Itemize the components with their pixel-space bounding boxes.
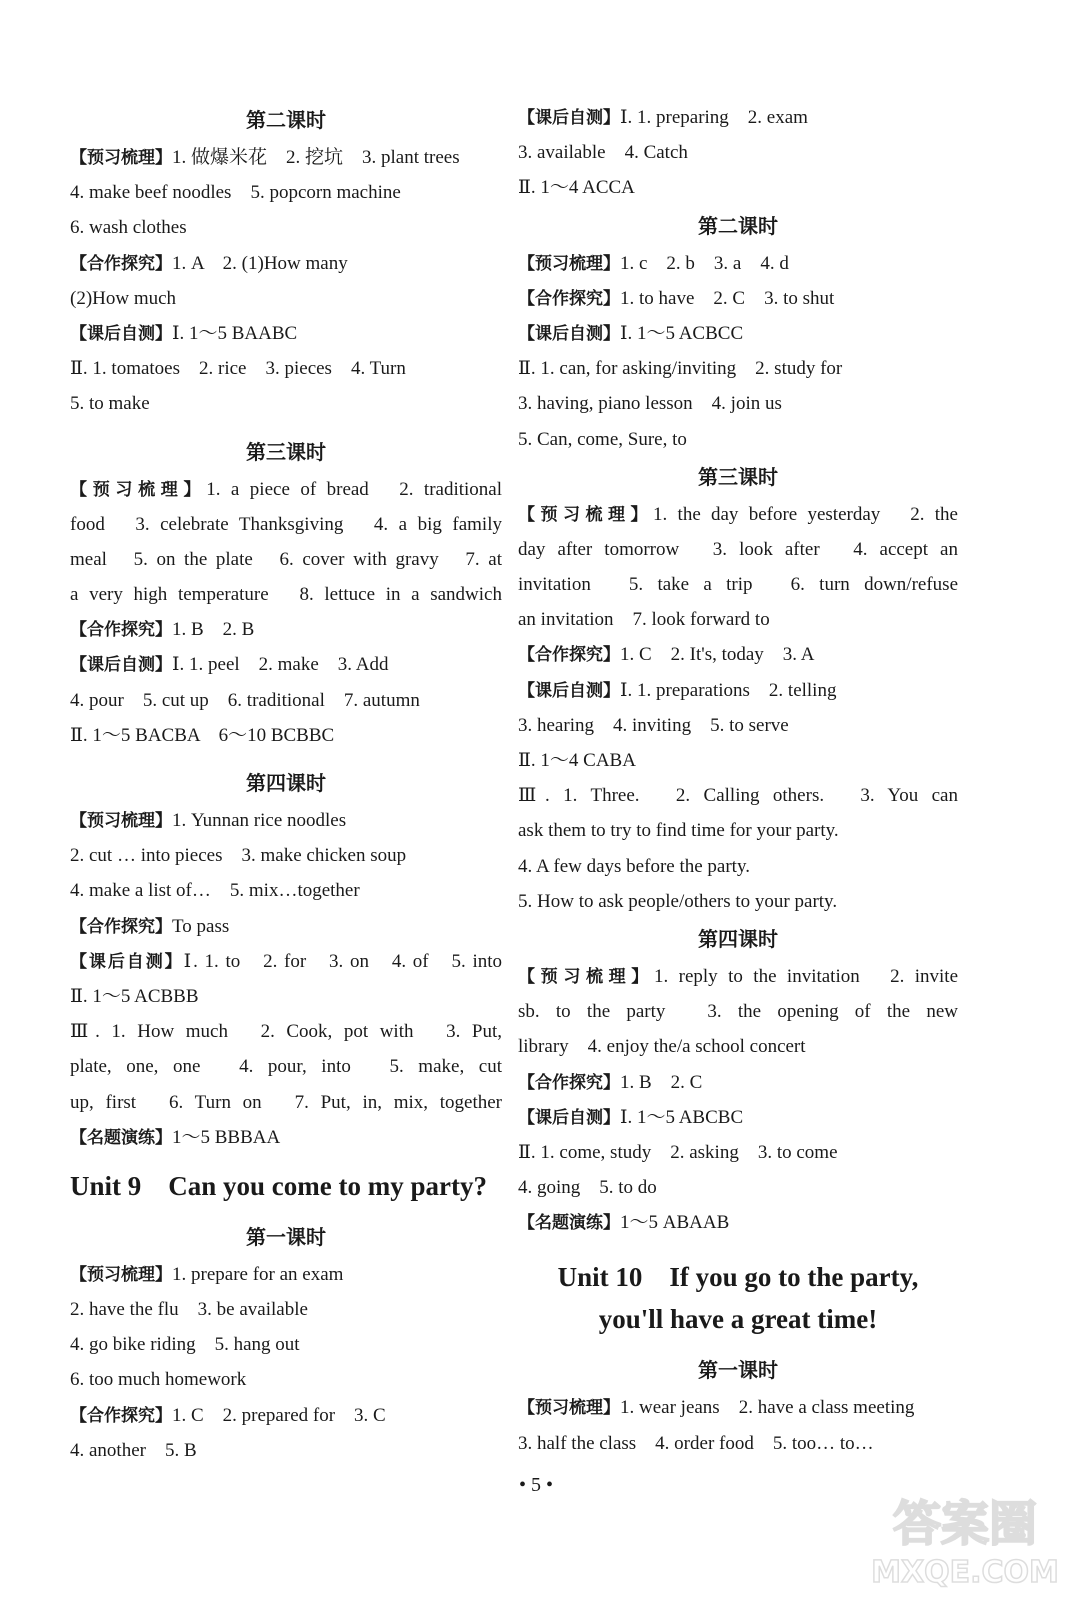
answer-line <box>70 1085 502 1120</box>
answer-line <box>518 884 958 919</box>
section-tag: 【合作探究】 <box>70 1405 172 1426</box>
section-tag: 【预习梳理】 <box>70 1264 172 1285</box>
answer-line <box>70 507 502 542</box>
answer-line <box>518 1390 958 1425</box>
answer-text: Ⅰ. 1. preparing 2. exam <box>620 107 808 128</box>
answer-text: 1. A 2. (1)How many <box>172 252 348 274</box>
answer-text: 4. another 5. B <box>70 1439 197 1461</box>
answer-line <box>70 1257 502 1292</box>
answer-line <box>70 647 502 682</box>
answer-line <box>518 708 958 743</box>
section-tag: 【预习梳理】 <box>70 479 207 500</box>
answer-text: invitation 5. take a trip 6. turn down/refuse <box>518 574 958 596</box>
answer-text: 3. available 4. Catch <box>518 142 688 164</box>
answer-text: Ⅱ. 1～5 BACBA 6～10 BCBBC <box>70 724 335 746</box>
answer-text: an invitation 7. look forward to <box>518 609 770 631</box>
answer-line <box>70 612 502 647</box>
section-tag: 【名题演练】 <box>518 1213 620 1234</box>
answer-line <box>70 1398 502 1433</box>
answer-line <box>70 803 502 838</box>
answer-text: 1. 做爆米花 2. 挖坑 3. plant trees <box>172 147 460 168</box>
answer-text: Ⅲ. 1. How much 2. Cook, pot with 3. Put, <box>70 1021 502 1043</box>
answer-line <box>518 602 958 637</box>
answer-text: food 3. celebrate Thanksgiving 4. a big family <box>70 513 502 535</box>
section-tag: 【预习梳理】 <box>70 811 172 831</box>
answer-line <box>518 994 958 1029</box>
svg-text:答案圈: 答案圈 <box>892 1496 1038 1552</box>
section-tag: 【预习梳理】 <box>518 504 654 525</box>
section-tag: 【名题演练】 <box>70 1127 172 1148</box>
answer-line <box>70 542 502 577</box>
answer-line <box>518 386 958 421</box>
section-tag: 【课后自测】 <box>70 655 172 676</box>
answer-line <box>518 1100 958 1135</box>
answer-line <box>70 944 502 979</box>
lesson-heading: 第二课时 <box>246 108 326 132</box>
answer-text: 1. wear jeans 2. have a class meeting <box>620 1397 915 1419</box>
answer-text: To pass <box>172 915 230 937</box>
answer-text: Ⅰ. 1～5 ACBCC <box>620 322 744 344</box>
answer-line <box>70 979 502 1014</box>
lesson-block <box>518 246 958 457</box>
answer-text: 1～5 BBBAA <box>172 1126 281 1148</box>
answer-text: Ⅱ. 1. come, study 2. asking 3. to come <box>518 1141 838 1163</box>
answer-line <box>518 959 958 994</box>
answer-line <box>70 1362 502 1397</box>
answer-line <box>70 386 502 421</box>
answer-line <box>70 683 502 718</box>
answer-text: 1. the day before yesterday 2. the <box>653 503 958 525</box>
answer-line <box>70 1014 502 1049</box>
answer-text: 1. c 2. b 3. a 4. d <box>620 252 789 274</box>
answer-text: Ⅰ. 1. peel 2. make 3. Add <box>172 654 389 676</box>
unit-title: Unit 9 Can you come to my party? <box>70 1170 487 1201</box>
answer-line <box>518 1205 958 1240</box>
answer-text: 1. Yunnan rice noodles <box>172 810 347 831</box>
right-column <box>518 100 958 1461</box>
answer-line <box>518 135 958 170</box>
section-tag: 【合作探究】 <box>70 620 172 641</box>
unit-title-continued: you'll have a great time! <box>598 1304 878 1335</box>
section-tag: 【预习梳理】 <box>518 253 620 274</box>
section-tag: 【合作探究】 <box>70 916 172 937</box>
answer-line <box>518 497 958 532</box>
section-tag: 【合作探究】 <box>518 1072 620 1093</box>
answer-text: a very high temperature 8. lettuce in a sandwich <box>70 584 502 606</box>
answer-line <box>70 909 502 944</box>
answer-text: 5. How to ask people/others to your party. <box>518 890 838 912</box>
answer-text: Ⅱ. 1. can, for asking/inviting 2. study for <box>518 358 843 380</box>
answer-text: ask them to try to find time for your party. <box>518 820 839 842</box>
answer-text: 1. a piece of bread 2. traditional <box>206 478 502 500</box>
answer-line <box>518 100 958 135</box>
answer-text: day after tomorrow 3. look after 4. accept an <box>518 538 958 560</box>
answer-line <box>518 743 958 778</box>
answer-text: Ⅱ. 1～4 CABA <box>518 750 636 771</box>
answer-line <box>70 1327 502 1362</box>
answer-text: 1. B 2. B <box>172 619 255 641</box>
answer-line <box>518 673 958 708</box>
answer-line <box>518 246 958 281</box>
section-tag: 【预习梳理】 <box>70 148 172 168</box>
answer-text: 1. to have 2. C 3. to shut <box>620 287 835 309</box>
lesson-heading: 第一课时 <box>698 1358 778 1383</box>
answer-text: 1. B 2. C <box>620 1071 703 1093</box>
section-tag: 【预习梳理】 <box>518 966 654 987</box>
answer-text: 6. too much homework <box>70 1369 247 1391</box>
answer-text: (2)How much <box>70 287 177 309</box>
answer-text: 4. make a list of… 5. mix…together <box>70 880 360 902</box>
answer-line <box>70 838 502 873</box>
answer-text: 4. go bike riding 5. hang out <box>70 1334 300 1356</box>
answer-text: 2. cut … into pieces 3. make chicken soup <box>70 845 407 867</box>
answer-text: meal 5. on the plate 6. cover with gravy 7. at <box>70 548 502 570</box>
answer-line <box>518 849 958 884</box>
svg-text:MXQE.COM: MXQE.COM <box>871 1555 1059 1590</box>
lesson-heading: 第一课时 <box>246 1224 326 1249</box>
answer-line <box>70 210 502 245</box>
lesson-heading: 第三课时 <box>246 439 326 464</box>
answer-line <box>518 567 958 602</box>
answer-line <box>70 577 502 612</box>
answer-text: Ⅰ. 1～5 ABCBC <box>620 1106 744 1128</box>
answer-line <box>518 778 958 813</box>
answer-line <box>70 140 502 175</box>
lesson-heading: 第四课时 <box>698 926 778 951</box>
answer-text: 4. make beef noodles 5. popcorn machine <box>70 182 401 204</box>
answer-text: 4. A few days before the party. <box>518 855 750 877</box>
lesson-heading: 第四课时 <box>246 771 326 795</box>
answer-text: Ⅱ. 1. tomatoes 2. rice 3. pieces 4. Turn <box>70 358 406 380</box>
answer-line <box>518 1426 958 1461</box>
section-tag: 【合作探究】 <box>518 645 620 666</box>
answer-text: 3. hearing 4. inviting 5. to serve <box>518 714 789 736</box>
answer-line <box>518 351 958 386</box>
section-tag: 【课后自测】 <box>518 108 620 128</box>
section-tag: 【合作探究】 <box>70 253 172 274</box>
lesson-block <box>70 803 502 1155</box>
answer-line <box>518 1135 958 1170</box>
answer-text: 1. prepare for an exam <box>172 1263 344 1285</box>
answer-text: sb. to the party 3. the opening of the new <box>518 1001 958 1023</box>
answer-line <box>70 1120 502 1155</box>
answer-text: 4. going 5. to do <box>518 1177 657 1199</box>
section-tag: 【预习梳理】 <box>518 1398 620 1419</box>
section-tag: 【课后自测】 <box>518 1107 620 1128</box>
lesson-block <box>518 497 958 919</box>
answer-line <box>518 532 958 567</box>
answer-line <box>518 1029 958 1064</box>
answer-text: 1. C 2. It's, today 3. A <box>620 644 815 666</box>
answer-text: 3. having, piano lesson 4. join us <box>518 393 782 415</box>
answer-line <box>518 281 958 316</box>
watermark-logo <box>870 1478 1060 1596</box>
lesson-block <box>518 1390 958 1460</box>
answer-line <box>518 1065 958 1100</box>
lesson-block <box>70 472 502 754</box>
section-tag: 【课后自测】 <box>518 323 620 344</box>
answer-text: library 4. enjoy the/a school concert <box>518 1036 806 1058</box>
unit-title: Unit 10 If you go to the party, <box>557 1262 919 1293</box>
page-number: • 5 • <box>518 1474 553 1496</box>
answer-line <box>518 1170 958 1205</box>
answer-text: plate, one, one 4. pour, into 5. make, cut <box>70 1056 502 1078</box>
answer-line <box>70 351 502 386</box>
answer-line <box>518 813 958 848</box>
answer-line <box>70 246 502 281</box>
section-tag: 【合作探究】 <box>518 288 620 309</box>
answer-line <box>518 316 958 351</box>
answer-text: Ⅱ. 1～5 ACBBB <box>70 985 199 1007</box>
left-column <box>70 100 502 1468</box>
answer-line <box>70 281 502 316</box>
answer-line <box>70 316 502 351</box>
answer-line <box>518 422 958 457</box>
lesson-block <box>70 1257 502 1468</box>
answer-text: 4. pour 5. cut up 6. traditional 7. autumn <box>70 689 420 711</box>
lesson-block <box>70 140 502 422</box>
answer-text: up, first 6. Turn on 7. Put, in, mix, together <box>70 1091 502 1113</box>
answer-text: Ⅰ. 1. preparations 2. telling <box>620 679 837 701</box>
section-tag: 【课后自测】 <box>70 323 172 344</box>
answer-text: Ⅱ. 1～4 ACCA <box>518 177 635 199</box>
answer-line <box>518 637 958 672</box>
answer-text: 5. to make <box>70 393 150 415</box>
answer-text: 1～5 ABAAB <box>620 1212 730 1234</box>
answer-text: 1. reply to the invitation 2. invite <box>653 965 958 987</box>
answer-line <box>518 170 958 205</box>
answer-text: 5. Can, come, Sure, to <box>518 428 687 450</box>
answer-text: Ⅰ. 1. to 2. for 3. on 4. of 5. into <box>183 950 502 972</box>
answer-line <box>70 175 502 210</box>
lesson-heading: 第二课时 <box>698 213 778 238</box>
answer-line <box>70 1433 502 1468</box>
answer-text: 1. C 2. prepared for 3. C <box>172 1404 386 1426</box>
answer-text: Ⅲ. 1. Three. 2. Calling others. 3. You can <box>518 785 958 807</box>
answer-line <box>70 873 502 908</box>
lesson-heading: 第三课时 <box>698 464 778 489</box>
answer-line <box>70 1292 502 1327</box>
answer-text: Ⅰ. 1～5 BAABC <box>172 322 298 344</box>
answer-text: 6. wash clothes <box>70 217 187 239</box>
answer-text: 3. half the class 4. order food 5. too… to… <box>518 1432 874 1454</box>
answer-line <box>70 1049 502 1084</box>
lesson-block <box>518 100 958 206</box>
lesson-block <box>518 959 958 1241</box>
answer-line <box>70 718 502 753</box>
answer-line <box>70 472 502 507</box>
section-tag: 【课后自测】 <box>518 680 620 701</box>
answer-text: 2. have the flu 3. be available <box>70 1299 308 1321</box>
section-tag: 【课后自测】 <box>70 951 184 972</box>
